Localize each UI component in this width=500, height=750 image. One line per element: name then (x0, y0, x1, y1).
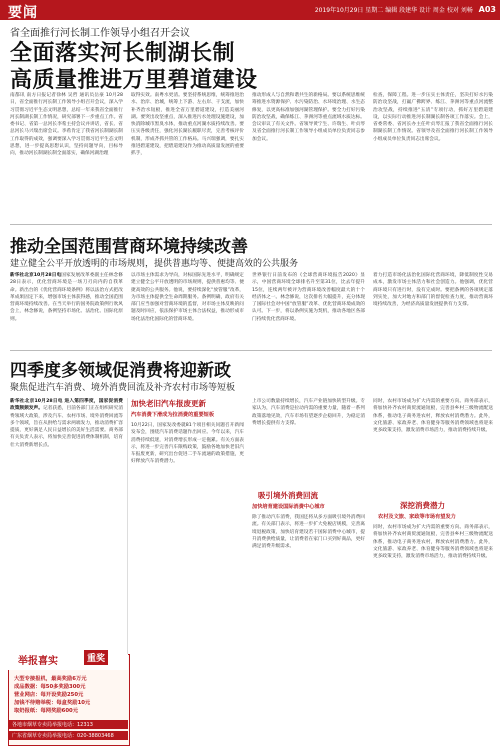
article3-col1 (10, 398, 123, 644)
page-number: A03 (478, 5, 496, 14)
article3-col3: 上市公司数量持续增长，汽车产业链加快转型升级。专家认为，汽车消费是拉动内需的重要力量，随着一系列政策落地见效，汽车市场有望逐步企稳回升，为稳定消费增长提供有力支撑。 (252, 399, 365, 426)
article3-dateline: 新华社北京10月28日电 进入第四季度，国家促消费政策频频发声。 (10, 399, 123, 412)
article3-col2: 10月22日，国家发改委就81个项目相关问题召开新闻发布会，围绕汽车消费话题作出回应。今年以来，汽车消费持续低迷，对消费增长形成一定拖累。有关方面表示，将进一步完善汽车限购政策，鼓励各地加快老旧汽车报废更新，研究出台促进二手车流通的政策措施，更好释放汽车消费潜力。 (131, 423, 244, 465)
article3-side3-sub: 农村及文旅、家政等市场有望发力 (378, 514, 456, 520)
article1-title-line2: 高质量推进万里碧道建设 (10, 68, 258, 93)
article3-side2-sub: 加快培育建设国际消费中心城市 (252, 504, 325, 510)
article2-col3: 世界银行日前发布的《全球营商环境报告2020》显示，中国营商环境全球排名升至第31位，比去年提升15位，连续两年被评为营商环境改善幅度最大的十个经济体之一。林念修说，这次排名大幅提升，充分体现了国际社会对中国“放管服”改革、优化营商环境成效的认可。下一步，将以条例实施为契机，推动各地区各部门持续优化营商环境。 (252, 273, 365, 322)
article1-title-line1: 全面落实河长制湖长制 (10, 41, 236, 66)
article1-kicker: 省全面推行河长制工作领导小组召开会议 (10, 28, 190, 39)
article1-col1: 南都讯 南方日报记者徐林 吴哲 通讯员岳豪 10月28日，省全面推行河长制工作领导小组召开会议，深入学习贯彻习近平生态文明思想，总结一年来我省全面推行河长制湖长制工作情况，研究部署下一步重点工作。省委书记、省第一总河长李希主持会议并讲话，省长、省总河长马兴瑞出席会议。李希肯定了我省河长制湖长制工作取得的成效，强调要深入学习贯彻习近平生态文明思想，进一步提高思想认识，坚持问题导向，目标导向，推动河长制湖长制全面落实，确保河湖治理 (10, 93, 123, 157)
article3-side3-head: 深挖消费潜力 (400, 501, 445, 510)
report-box-line-3: 营业网店：每开设奖励250元 (14, 692, 84, 698)
article2-col1 (10, 272, 123, 340)
article2-col4: 着力打造市场化法治化国际化营商环境，降低制度性交易成本，激发市场主体活力和社会创造力。他强调，优化营商环境只有进行时，没有完成时。要把条例的各项规定落到实处，加大对地方和部门的督促检查力度，推动营商环境持续改善，为经济高质量发展提供有力支撑。 (373, 273, 493, 308)
article3-col3b: 除了推动汽车消费，我国还将从多方面吸引境外消费回流。有关部门表示，将进一步扩大免税店规模，完善离境退税政策，加快培育建设若干国际消费中心城市，提升消费供给质量，让消费者在家门口买到好商品，更好满足消费升级需求。 (252, 515, 365, 550)
section-title: 要闻 (8, 5, 38, 21)
article3-col4: 同时，农村市场成为扩大内需的重要方向。商务部表示，将加快补齐农村商贸流通短板，完善县乡村三级物流配送体系，推动电子商务进农村，释放农村消费潜力。此外，文化旅游、家政养老、体育健身等服务消费领域也将迎来更多政策支持，激发消费市场活力，推动消费持续升级。 (373, 525, 493, 560)
divider-1 (10, 224, 492, 225)
article2-col2: 以市场主体需求为导向，对标国际先进水平，明确规定建立健全公平开放透明的市场规则，提供普惠均等、便捷高效的公共服务。他说，要持续深化“放管服”改革，为市场主体提供全生命周期服务。条例明确，政府有关部门应当加强对营商环境的监督，对市场主体反映的问题及时回应，依法保护市场主体合法权益，推动形成市场化法治化国际化的营商环境。 (131, 273, 244, 322)
article3-side1-sub: 汽车消费下滑成为拉消费的重要短板 (131, 412, 215, 418)
article3-subtitle: 聚焦促进汽车消费、境外消费回流及补齐农村市场等短板 (10, 383, 236, 393)
report-box-line-2: 成品数据：每50多奖励300元 (14, 684, 86, 690)
date-line: 2019年10月29日 星期二 编辑 段建华 设计 周金 校对 刘畅 (314, 7, 473, 14)
article2-dateline: 新华社北京10月28日电 (10, 273, 62, 278)
header-meta (315, 5, 496, 14)
report-box-line-5: 取奶报纸：每网奖励600元 (14, 708, 79, 714)
report-box-line-4: 加钱不待赔举税：每盒奖励10元 (14, 700, 91, 706)
article2-col1-text: 国家发展改革委副主任林念修28日表示，优化营商环境是一场刀刃向内的自我革命。新出台的《优化营商环境条例》将以法治方式把改革成果固定下来，增强市场主体获得感，推动全国范围营商环境持续改善。在当天举行的国务院政策例行吹风会上，林念修说，条例坚持市场化、法治化、国际化原则。 (10, 273, 123, 322)
report-box-footer-1: 各地市烟草专卖局举报电话：12313 (8, 720, 128, 729)
report-box-title: 举报喜实 (18, 656, 58, 667)
article2-subtitle: 建立健全公平开放透明的市场规则，提供普惠均等、便捷高效的公共服务 (10, 259, 299, 269)
article1-col4: 检查，保障工程。进一步压实主体责任，坚决打好水污染防治攻坚战，打赢广佛跨界、练江、茅洲河等重点河流整治攻坚战，持续推进“五清”专项行动，抓好万里碧道建设，以实际行动推进河长制湖长制各项工作落实。会上，省委常委、省河长办主任叶贞琴汇报了我省全面推行河长制湖长制工作情况。省领导及省全面推行河长制工作领导小组成员单位负责同志出席会议。 (373, 93, 493, 142)
article1-col3: 推动形成人与自然和谐共生的新格局。要以系统思维统筹推进水资源保护、水污染防治、水环境治理、水生态修复，以更高标准加强河湖管理保护。要全力打好污染防治攻坚战，确保练江、茅洲河等重点流域水质达标。会议审议了有关文件。省领导黄宁生、许瑞生、叶贞琴及省全面推行河长制工作领导小组成员单位负责同志参加会议。 (252, 93, 365, 142)
divider-2 (10, 350, 492, 351)
article2-title: 推动全国范围营商环境持续改善 (10, 237, 248, 257)
report-box-line-1: 大型专接报机，最高奖励6万元 (14, 676, 87, 682)
article3-side1-head: 加快老旧汽车报废更新 (131, 399, 206, 408)
article3-col4-top: 同时，农村市场成为扩大内需的重要方向。商务部表示，将加快补齐农村商贸流通短板，完善县乡村三级物流配送体系，推动电子商务进农村，释放农村消费潜力。此外，文化旅游、家政养老、体育健身等服务消费领域也将迎来更多政策支持，激发消费市场活力，推动消费持续升级。 (373, 399, 493, 434)
report-box-footer-2: 广东省烟草专卖局举报电话：020-38803468 (8, 731, 128, 740)
article3-side2-head: 吸引境外消费回流 (258, 491, 318, 500)
article1-col2: 取得实效。南粤水更清。要坚持系统思维，统筹推进治水、治岸、治城，统筹上下游、左右岸、干支流，加快补齐治水短板，推进全省万里碧道建设，打造美丽河湖。要突出攻坚重点，深入推进污水处理设施建设，加快消除城市黑臭水体，推动重点河湖水质持续改善。要压实各级责任，强化河长湖长履职尽责，完善考核评价机制，形成齐抓共管的工作格局。马兴瑞强调，要扎实推进碧道建设，把碧道建设作为推动高质量发展的重要抓手， (131, 93, 244, 157)
article3-col1-text: 记者获悉，目前各部门正在组织研究消费领域大政策，涉及汽车、农村市场、境外消费回流等多个领域，旨在从供给与需求两端发力，推动消费扩容提质，更好满足人民日益增长的美好生活需要。商务部有关负责人表示，将加快完善促进消费体制机制，培育壮大消费新增长点。 (10, 406, 123, 448)
article3-title: 四季度多领域促消费将迎新政 (10, 361, 231, 381)
report-box-badge: 重奖 (84, 650, 108, 665)
